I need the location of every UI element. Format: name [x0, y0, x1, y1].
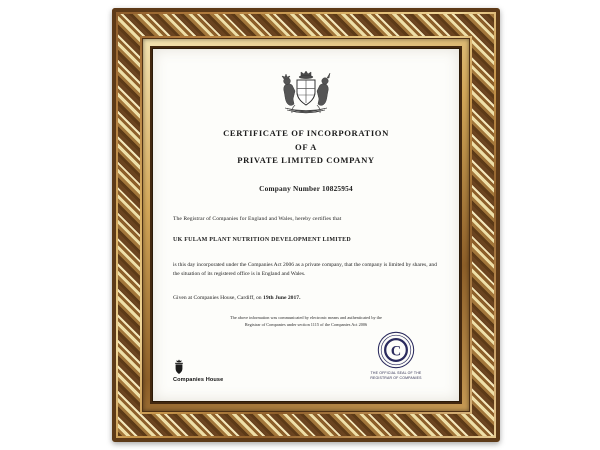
ornate-gold-picture-frame [112, 8, 500, 442]
certificate-footer [173, 337, 441, 383]
companies-house-label: Companies House [173, 377, 224, 383]
official-seal [353, 331, 439, 382]
companies-house-crest-icon [173, 359, 185, 375]
certificate-document [153, 49, 459, 401]
seal-caption-line-2: REGISTRAR OF COMPANIES [370, 375, 422, 380]
footnote-line-2: Registrar of Companies under section 1115 of the Companies Act 2006 [244, 322, 368, 328]
seal-caption-line-1: THE OFFICIAL SEAL OF THE [370, 370, 422, 375]
given-prefix: Given at Companies House, Cardiff, on [173, 294, 264, 301]
official-seal-icon [377, 331, 415, 369]
seal-monogram: C [390, 343, 402, 360]
given-at-line [173, 295, 439, 301]
given-date: 19th June 2017. [263, 294, 301, 301]
royal-coat-of-arms-icon [275, 69, 337, 119]
registrar-certifies-line: The Registrar of Companies for England and Wales, hereby certifies that [173, 216, 342, 223]
company-number: Company Number 10825954 [259, 184, 353, 194]
footnote-line-1: The above information was communicated by electronic means and authenticated by the [230, 315, 382, 321]
certificate-title-line-1: CERTIFICATE OF INCORPORATION [223, 128, 389, 138]
incorporation-paragraph: is this day incorporated under the Companies Act 2006 as a private company, that the company is limited by shares, and the situation of its registered office is in England and Wales. [173, 262, 437, 277]
company-name: UK FULAM PLANT NUTRITION DEVELOPMENT LIMITED [173, 237, 351, 244]
certificate-title-line-2: OF A [295, 142, 317, 153]
seal-caption [353, 371, 439, 382]
electronic-communication-footnote [153, 315, 459, 329]
companies-house-logo [173, 359, 223, 383]
certificate-title-line-3: PRIVATE LIMITED COMPANY [237, 154, 375, 165]
